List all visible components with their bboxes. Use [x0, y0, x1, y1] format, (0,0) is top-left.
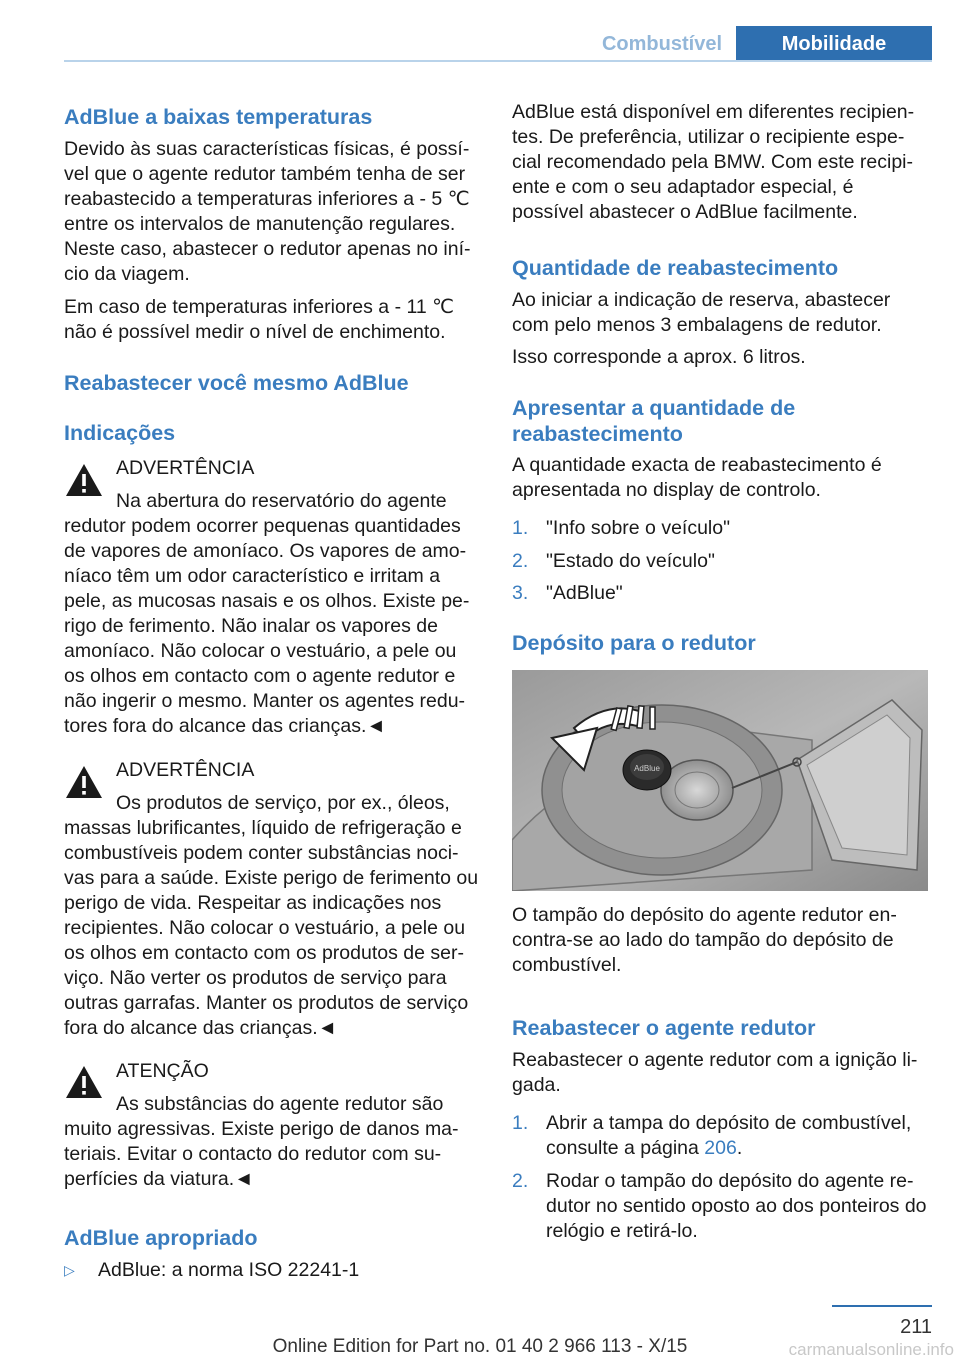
list-number: 2. — [512, 550, 529, 572]
section-title-adblue-apropriado: AdBlue apropriado — [64, 1226, 258, 1250]
list-item — [64, 1258, 479, 1283]
section-title-indicacoes: Indicações — [64, 421, 176, 445]
paragraph-low-temp-2: Em caso de temperaturas inferiores a - 11 ℃ não é possível medir o nível de enchimento. — [64, 296, 455, 343]
list-number: 1. — [512, 1112, 529, 1134]
list-item-text: AdBlue: a norma ISO 22241-1 — [98, 1259, 360, 1281]
illustration-caption: O tampão do depósito do agente redutor en- contra-se ao lado do tampão do depósito de combustível. — [512, 904, 897, 976]
paragraph-quantidade-1: Ao iniciar a indicação de reserva, abastecer com pelo menos 3 embalagens de redutor. — [512, 289, 891, 336]
list-item-text: Rodar o tampão do depósito do agente re- dutor no sentido oposto ao dos ponteiros do relógio e retirá-lo. — [546, 1170, 927, 1242]
list-item — [512, 1111, 927, 1161]
warning-title-2: ADVERTÊNCIA — [116, 759, 255, 781]
list-item-text: "Estado do veículo" — [546, 550, 715, 572]
paragraph-quantidade-2: Isso corresponde a aprox. 6 litros. — [512, 346, 806, 368]
paragraph-apresentar: A quantidade exacta de reabastecimento é apresentada no display de controlo. — [512, 454, 882, 501]
triangle-bullet-icon: ▷ — [64, 1262, 75, 1278]
list-item-text: "Info sobre o veículo" — [546, 517, 731, 539]
section-title-deposito: Depósito para o redutor — [512, 631, 756, 655]
list-item — [512, 581, 927, 606]
list-item — [512, 549, 927, 574]
watermark: carmanualsonline.info — [788, 1340, 954, 1359]
warning-text-3: As substâncias do agente redutor são muito agressivas. Existe perigo de danos ma- teriais. Evitar o contacto do redutor com su- perfícies da viatura.◄ — [64, 1093, 459, 1190]
page-link[interactable]: 206 — [704, 1137, 737, 1159]
list-item-text: Abrir a tampa do depósito de combustível, consulte a página 206. — [546, 1112, 912, 1159]
warning-title-3: ATENÇÃO — [116, 1060, 209, 1082]
page-number: 211 — [900, 1316, 932, 1338]
paragraph-low-temp-1: Devido às suas características físicas, é possí- vel que o agente redutor também tenha de ser reabastecido a temperaturas inferiores a - 5 ℃ entre os intervalos de manutenção regulares. Neste caso, abastecer o redutor apenas no iní- cio da viagem. — [64, 138, 471, 285]
paragraph-containers: AdBlue está disponível em diferentes recipien- tes. De preferência, utilizar o recipiente espe- cial recomendado pela BMW. Com este recipi- ente e com o seu adaptador especial, é possível abastecer o AdBlue facilmente. — [512, 101, 915, 223]
list-item-text: "AdBlue" — [546, 582, 623, 604]
warning-title-1: ADVERTÊNCIA — [116, 457, 255, 479]
section-title-adblue-low-temp: AdBlue a baixas temperaturas — [64, 105, 373, 129]
tab-mobilidade[interactable]: Mobilidade — [736, 26, 932, 62]
paragraph-reabastecer: Reabastecer o agente redutor com a ignição li- gada. — [512, 1049, 918, 1096]
warning-text-1: Na abertura do reservatório do agente redutor podem ocorrer pequenas quantidades de vapores de amoníaco. Os vapores de amo- níaco têm um odor característico e irritam a pele, as mucosas nasais e os olhos. Existe pe- rigo de ferimento. Não inalar os vapores de amoníaco. Não colocar o vestuário, a pele ou os olhos em contacto com o agente redutor e não ingerir o mesmo. Manter os agentes redu- tores fora do alcance das crianças.◄ — [64, 490, 470, 737]
list-item — [512, 516, 927, 541]
edition-note: Online Edition for Part no. 01 40 2 966 113 - X/15 — [272, 1336, 688, 1357]
list-number: 2. — [512, 1170, 529, 1192]
fuel-filler-illustration — [512, 670, 928, 891]
section-title-apresentar: Apresentar a quantidade de reabastecimento — [512, 396, 796, 446]
header-divider — [64, 60, 932, 62]
section-title-reabastecer-agente: Reabastecer o agente redutor — [512, 1016, 816, 1040]
list-number: 3. — [512, 582, 529, 604]
section-title-refill-yourself: Reabastecer você mesmo AdBlue — [64, 371, 409, 395]
list-item — [512, 1169, 927, 1244]
svg-text:AdBlue: AdBlue — [634, 764, 660, 773]
footer-divider — [832, 1305, 932, 1307]
section-title-quantidade: Quantidade de reabastecimento — [512, 256, 839, 280]
tab-combustivel[interactable]: Combustível — [588, 26, 736, 62]
list-number: 1. — [512, 517, 529, 539]
warning-text-2: Os produtos de serviço, por ex., óleos, massas lubrificantes, líquido de refrigeração e combustíveis podem conter substâncias noci- vas para a saúde. Existe perigo de ferimento ou perigo de vida. Respeitar as indicações nos recipientes. Não colocar o vestuário, a pele ou os olhos em contacto com os produtos de ser- viço. Não verter os produtos de serviço para outras garrafas. Manter os produtos de serviço fora do alcance das crianças.◄ — [64, 792, 479, 1039]
